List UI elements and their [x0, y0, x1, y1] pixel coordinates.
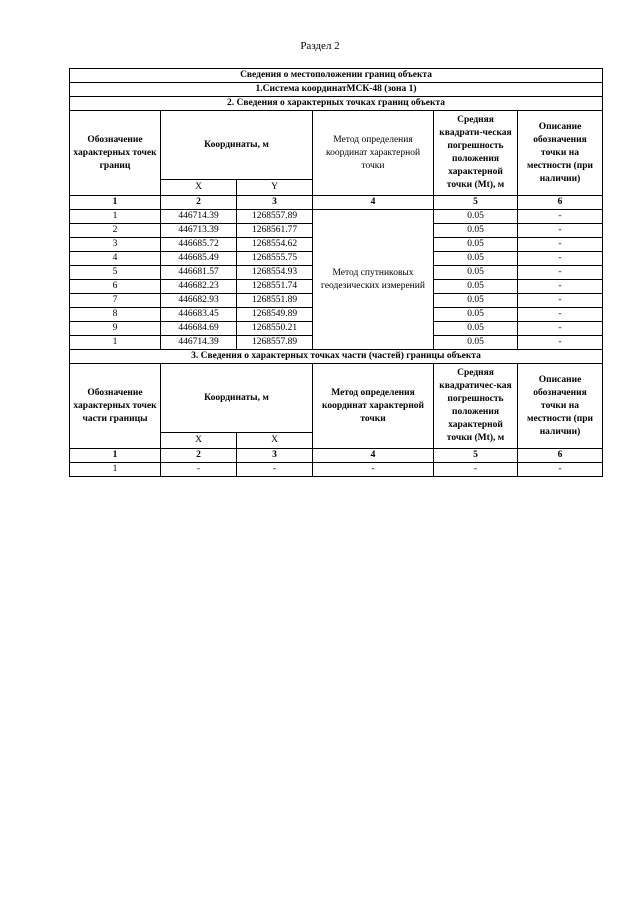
p3-header-method: Метод определения координат характерной точки — [313, 364, 434, 449]
desc-cell: - — [518, 322, 603, 336]
y-cell: 1268554.93 — [237, 266, 313, 280]
coord-system: 1.Система координатМСК-48 (зона 1) — [70, 83, 603, 97]
x-cell: 446684.69 — [161, 322, 237, 336]
p2-header-error: Средняя квадрати-ческая погрешность положения характерной точки (Mt), м — [434, 111, 518, 196]
error-cell: 0.05 — [434, 336, 518, 350]
y-cell: 1268551.89 — [237, 294, 313, 308]
point-cell: 8 — [70, 308, 161, 322]
y-cell: 1268550.21 — [237, 322, 313, 336]
p2-colnum: 2 — [161, 196, 237, 210]
boundary-table — [69, 68, 603, 477]
p3-header-description: Описание обозначения точки на местности (при наличии) — [518, 364, 603, 449]
p2-colnum: 4 — [313, 196, 434, 210]
point-cell: 6 — [70, 280, 161, 294]
error-cell: 0.05 — [434, 280, 518, 294]
p3-colnum: 6 — [518, 449, 603, 463]
desc-cell: - — [518, 280, 603, 294]
p3-header-coordinates: Координаты, м — [161, 364, 313, 433]
p2-header-x: X — [161, 180, 237, 196]
x-cell: 446713.39 — [161, 224, 237, 238]
p2-header-y: Y — [237, 180, 313, 196]
desc-cell: - — [518, 266, 603, 280]
error-cell: 0.05 — [434, 308, 518, 322]
method-cell: - — [313, 463, 434, 477]
x-cell: 446681.57 — [161, 266, 237, 280]
p2-header-method: Метод определения координат характерной точки — [313, 111, 434, 196]
y-cell: 1268557.89 — [237, 210, 313, 224]
y-cell: 1268551.74 — [237, 280, 313, 294]
point-cell: 5 — [70, 266, 161, 280]
p3-header-x: X — [161, 433, 237, 449]
desc-cell: - — [518, 252, 603, 266]
x-cell: 446685.49 — [161, 252, 237, 266]
table-row — [70, 210, 603, 224]
p2-colnum: 3 — [237, 196, 313, 210]
section-title: Раздел 2 — [300, 40, 340, 52]
x-cell: 446682.93 — [161, 294, 237, 308]
error-cell: - — [434, 463, 518, 477]
error-cell: 0.05 — [434, 224, 518, 238]
error-cell: 0.05 — [434, 322, 518, 336]
point-cell: 7 — [70, 294, 161, 308]
point-cell: 4 — [70, 252, 161, 266]
y-cell: 1268555.75 — [237, 252, 313, 266]
x-cell: 446683.45 — [161, 308, 237, 322]
y-cell: 1268554.62 — [237, 238, 313, 252]
x-cell: 446714.39 — [161, 210, 237, 224]
p2-colnum: 5 — [434, 196, 518, 210]
p3-colnum: 4 — [313, 449, 434, 463]
p3-colnum: 2 — [161, 449, 237, 463]
p3-header-error: Средняя квадратичес-кая погрешность положения характерной точки (Mt), м — [434, 364, 518, 449]
point-cell: 1 — [70, 336, 161, 350]
error-cell: 0.05 — [434, 266, 518, 280]
p3-colnum: 5 — [434, 449, 518, 463]
point-cell: 1 — [70, 463, 161, 477]
x-cell: 446682.23 — [161, 280, 237, 294]
y-cell: 1268549.89 — [237, 308, 313, 322]
p2-header-description: Описание обозначения точки на местности (при наличии) — [518, 111, 603, 196]
p2-header-designation: Обозначение характерных точек границ — [70, 111, 161, 196]
p3-header-designation: Обозначение характерных точек части границы — [70, 364, 161, 449]
p3-colnum: 1 — [70, 449, 161, 463]
desc-cell: - — [518, 238, 603, 252]
error-cell: 0.05 — [434, 252, 518, 266]
desc-cell: - — [518, 224, 603, 238]
p3-colnum: 3 — [237, 449, 313, 463]
table-row — [70, 463, 603, 477]
y-cell: - — [237, 463, 313, 477]
desc-cell: - — [518, 336, 603, 350]
x-cell: 446714.39 — [161, 336, 237, 350]
error-cell: 0.05 — [434, 294, 518, 308]
part2-heading: 2. Сведения о характерных точках границ объекта — [70, 97, 603, 111]
desc-cell: - — [518, 294, 603, 308]
point-cell: 1 — [70, 210, 161, 224]
table-title: Сведения о местоположении границ объекта — [70, 69, 603, 83]
p3-column-numbers — [70, 449, 603, 463]
x-cell: 446685.72 — [161, 238, 237, 252]
desc-cell: - — [518, 308, 603, 322]
part3-heading: 3. Сведения о характерных точках части (частей) границы объекта — [70, 350, 603, 364]
y-cell: 1268561.77 — [237, 224, 313, 238]
p2-colnum: 1 — [70, 196, 161, 210]
point-cell: 9 — [70, 322, 161, 336]
p3-header-x2: X — [237, 433, 313, 449]
desc-cell: - — [518, 463, 603, 477]
x-cell: - — [161, 463, 237, 477]
p2-header-coordinates: Координаты, м — [161, 111, 313, 180]
y-cell: 1268557.89 — [237, 336, 313, 350]
error-cell: 0.05 — [434, 238, 518, 252]
error-cell: 0.05 — [434, 210, 518, 224]
point-cell: 2 — [70, 224, 161, 238]
p2-column-numbers — [70, 196, 603, 210]
point-cell: 3 — [70, 238, 161, 252]
desc-cell: - — [518, 210, 603, 224]
method-cell: Метод спутниковых геодезических измерений — [313, 210, 434, 350]
p2-colnum: 6 — [518, 196, 603, 210]
